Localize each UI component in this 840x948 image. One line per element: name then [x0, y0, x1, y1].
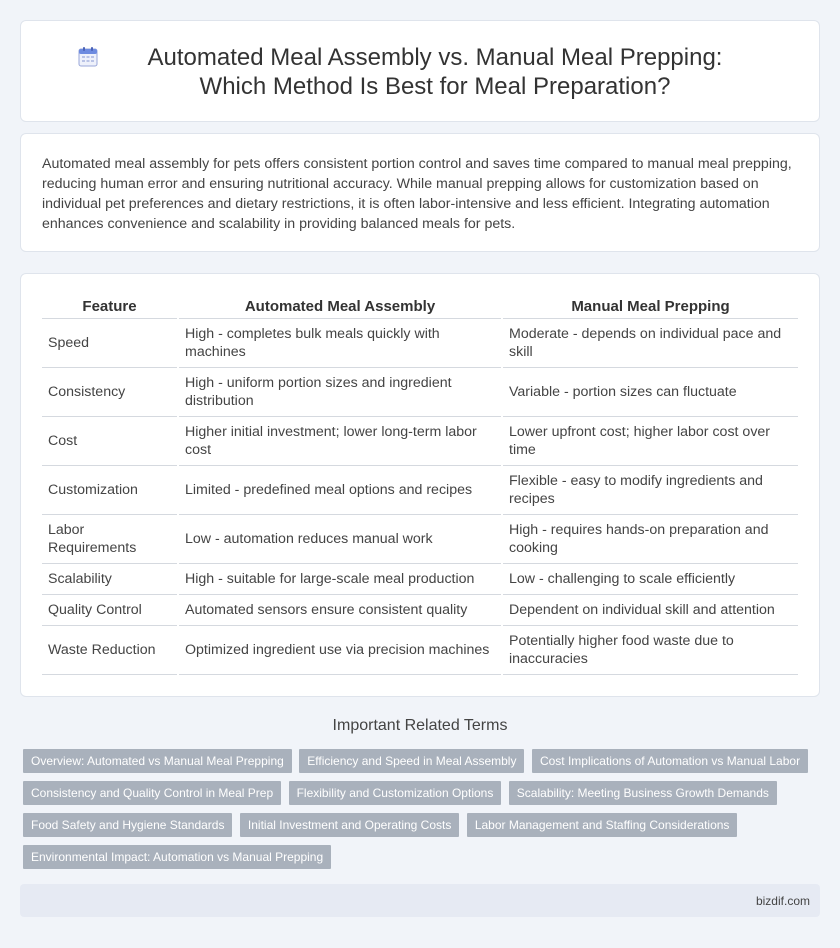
related-term-tag[interactable]: Cost Implications of Automation vs Manual Labor: [532, 749, 808, 773]
table-row: [42, 514, 798, 563]
feature-cell: Customization: [42, 465, 178, 514]
table-row: [42, 465, 798, 514]
feature-cell: Cost: [42, 416, 178, 465]
feature-cell: Scalability: [42, 563, 178, 594]
footer-brand-link[interactable]: bizdif.com: [755, 894, 810, 908]
intro-paragraph: Automated meal assembly for pets offers consistent portion control and saves time compared to manual meal prepping, reducing human error and ensuring nutritional accuracy. While manual prepping allows for customization based on individual pet preferences and dietary restrictions, it is often labor-intensive and less efficient. Integrating automation enhances convenience and scalability in providing balanced meals for pets.: [42, 156, 792, 232]
feature-cell: Consistency: [42, 367, 178, 416]
footer-bar: [20, 884, 820, 917]
column-header-automated: Automated Meal Assembly: [178, 295, 502, 318]
automated-cell: Low - automation reduces manual work: [178, 514, 502, 563]
table-row: [42, 563, 798, 594]
automated-cell: Higher initial investment; lower long-term labor cost: [178, 416, 502, 465]
column-header-feature: Feature: [42, 295, 178, 318]
feature-cell: Waste Reduction: [42, 625, 178, 674]
automated-cell: Limited - predefined meal options and recipes: [178, 465, 502, 514]
table-row: [42, 367, 798, 416]
related-term-tag[interactable]: Efficiency and Speed in Meal Assembly: [299, 749, 524, 773]
manual-cell: Low - challenging to scale efficiently: [502, 563, 798, 594]
automated-cell: Optimized ingredient use via precision machines: [178, 625, 502, 674]
manual-cell: Flexible - easy to modify ingredients and recipes: [502, 465, 798, 514]
related-term-tag[interactable]: Flexibility and Customization Options: [289, 781, 502, 805]
page-title: Automated Meal Assembly vs. Manual Meal Prepping: Which Method Is Best for Meal Preparation?: [147, 44, 723, 100]
table-row: [42, 318, 798, 367]
table-row: [42, 416, 798, 465]
related-term-tag[interactable]: Scalability: Meeting Business Growth Demands: [509, 781, 777, 805]
related-term-tag[interactable]: Initial Investment and Operating Costs: [240, 813, 459, 837]
related-terms-heading: Important Related Terms: [332, 717, 508, 734]
related-term-tag[interactable]: Food Safety and Hygiene Standards: [23, 813, 232, 837]
comparison-table-card: [20, 273, 820, 697]
related-terms-list: [23, 749, 813, 877]
automated-cell: High - completes bulk meals quickly with machines: [178, 318, 502, 367]
feature-cell: Speed: [42, 318, 178, 367]
comparison-table: [42, 295, 798, 675]
table-header-row: [42, 295, 798, 318]
intro-card: [20, 133, 820, 252]
feature-cell: Quality Control: [42, 594, 178, 625]
manual-cell: Potentially higher food waste due to inaccuracies: [502, 625, 798, 674]
automated-cell: Automated sensors ensure consistent quality: [178, 594, 502, 625]
column-header-manual: Manual Meal Prepping: [502, 295, 798, 318]
manual-cell: High - requires hands-on preparation and cooking: [502, 514, 798, 563]
manual-cell: Lower upfront cost; higher labor cost over time: [502, 416, 798, 465]
feature-cell: Labor Requirements: [42, 514, 178, 563]
title-card: [20, 20, 820, 122]
automated-cell: High - uniform portion sizes and ingredient distribution: [178, 367, 502, 416]
table-row: [42, 625, 798, 674]
related-term-tag[interactable]: Labor Management and Staffing Considerations: [467, 813, 738, 837]
related-term-tag[interactable]: Consistency and Quality Control in Meal Prep: [23, 781, 281, 805]
manual-cell: Moderate - depends on individual pace and skill: [502, 318, 798, 367]
manual-cell: Variable - portion sizes can fluctuate: [502, 367, 798, 416]
manual-cell: Dependent on individual skill and attention: [502, 594, 798, 625]
automated-cell: High - suitable for large-scale meal production: [178, 563, 502, 594]
related-term-tag[interactable]: Environmental Impact: Automation vs Manual Prepping: [23, 845, 331, 869]
related-term-tag[interactable]: Overview: Automated vs Manual Meal Prepping: [23, 749, 292, 773]
table-row: [42, 594, 798, 625]
